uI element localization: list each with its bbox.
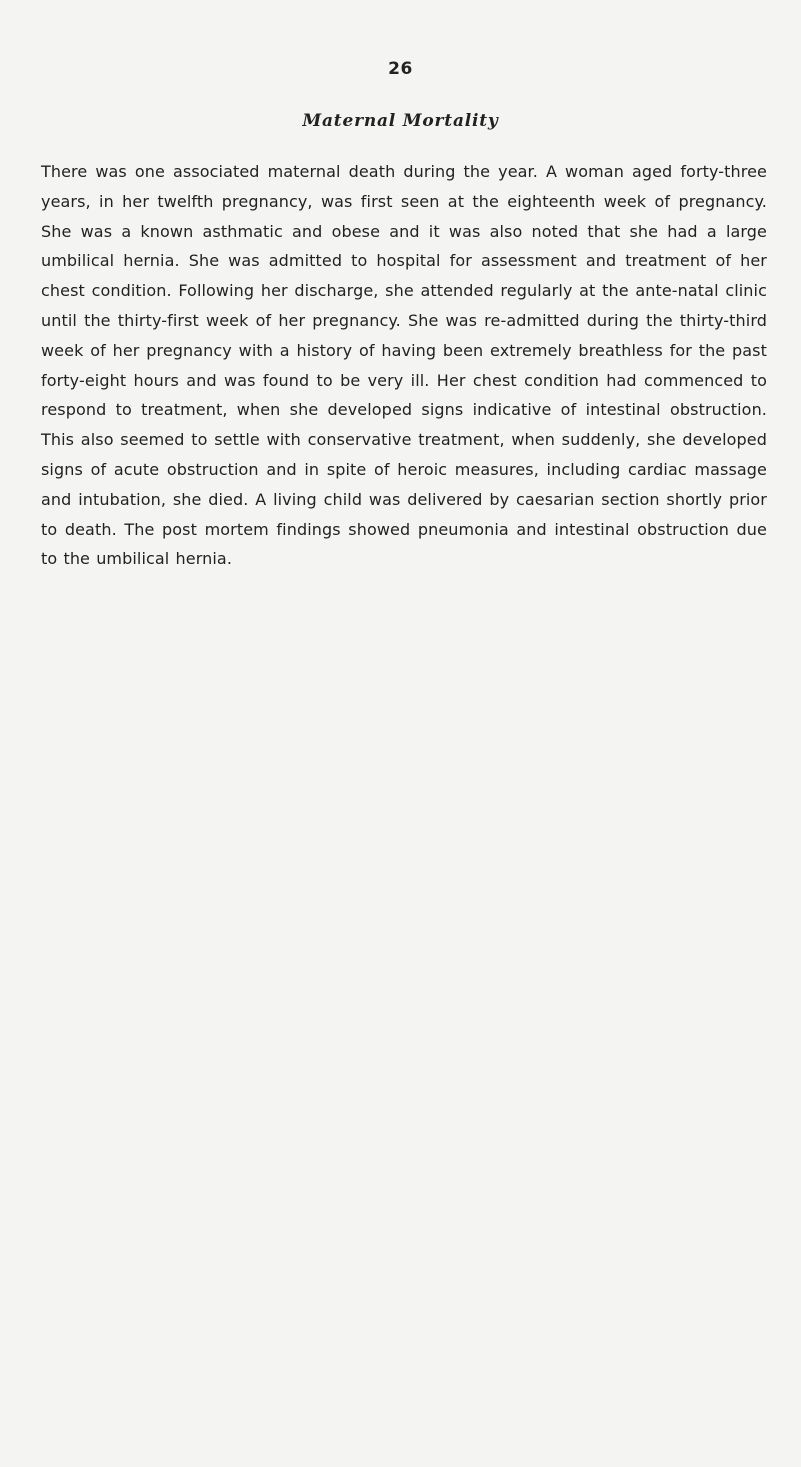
body-paragraph: There was one associated maternal death during the year. A woman aged forty-three years, in her twelfth pregnancy, was first seen at the eighteenth week of pregnancy. She was a known asthmatic and obese and it was also noted that she had a large umbilical hernia. She was admitted to hospital for assessment and treatment of her chest condition. Following her discharge, she attended regularly at the ante-natal clinic until the thirty-first week of her pregnancy. She was re-admitted during the thirty-third week of her pregnancy with a history of having been extremely breathless for the past forty-eight hours and was found to be very ill. Her chest condition had commenced to respond to treatment, when she developed signs indicative of intestinal obstruction. This also seemed to settle with conservative treatment, when suddenly, she developed signs of acute obstruction and in spite of heroic measures, including cardiac massage and intubation, she died. A living child was delivered by caesarian section shortly prior to death. The post mortem findings showed pneumonia and intestinal obstruction due to the umbilical hernia. — [41, 162, 767, 569]
section-title: Maternal Mortality — [302, 111, 499, 131]
page-number: 26 — [388, 59, 413, 79]
